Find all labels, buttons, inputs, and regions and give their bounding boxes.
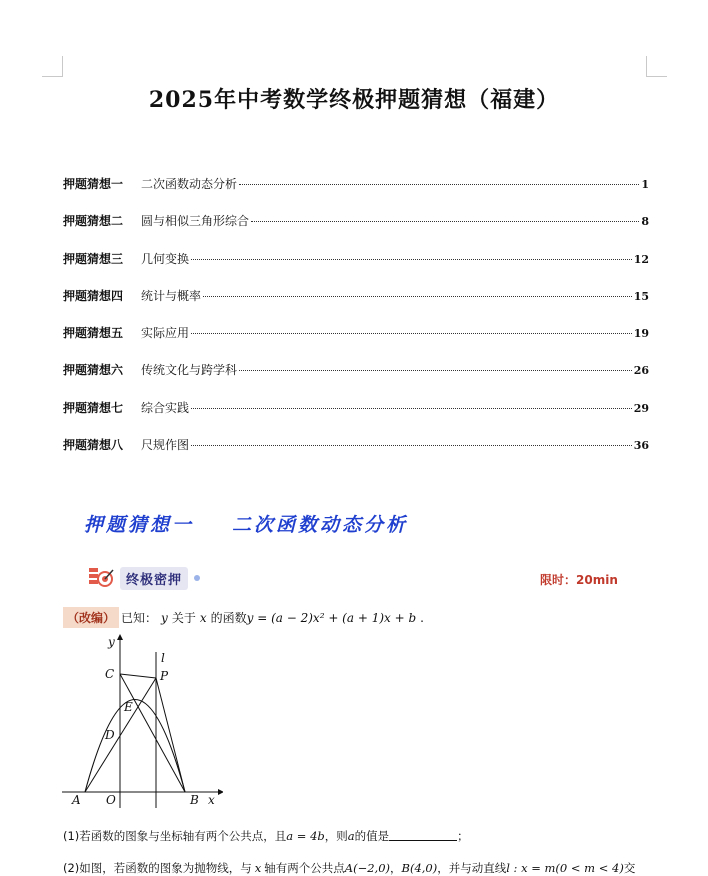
- toc-entry-page: 15: [633, 289, 649, 303]
- parabola-figure: [58, 632, 223, 812]
- toc-leader-dots: [191, 333, 632, 334]
- toc-entry-number: 押题猜想六: [63, 363, 124, 378]
- segment-cb: [120, 674, 185, 792]
- toc-entry-page: 29: [633, 401, 649, 415]
- toc-entry-number: 押题猜想八: [63, 438, 124, 453]
- label-d: D: [105, 728, 115, 742]
- label-o: O: [106, 793, 116, 807]
- label-y: y: [108, 635, 115, 649]
- toc-entry[interactable]: [63, 361, 649, 398]
- badge-dot: [194, 575, 200, 581]
- toc-leader-dots: [191, 445, 632, 446]
- section-heading: [84, 510, 408, 537]
- source-tag: （改编）: [63, 607, 119, 628]
- toc-entry-page: 36: [633, 439, 649, 453]
- toc-leader-dots: [239, 370, 632, 371]
- point-a: A(−2,0): [344, 861, 390, 875]
- toc-entry-title: 统计与概率: [141, 288, 202, 303]
- toc-entry-title: 圆与相似三角形综合: [141, 214, 250, 229]
- toc-leader-dots: [203, 296, 632, 297]
- toc-leader-dots: [251, 221, 639, 222]
- label-c: C: [105, 667, 115, 681]
- problem-text: 关于: [171, 611, 196, 625]
- variable-x: x: [254, 861, 262, 875]
- toc-entry[interactable]: [63, 175, 649, 212]
- question-text: (1)若函数的图象与坐标轴有两个公共点，且: [63, 829, 287, 843]
- toc-entry-title: 二次函数动态分析: [141, 177, 238, 191]
- section-number: 押题猜想一: [84, 514, 195, 536]
- segment-cp: [120, 674, 156, 678]
- label-e: E: [124, 700, 133, 714]
- section-title: 二次函数动态分析: [232, 514, 409, 536]
- function-formula: y = (a − 2)x² + (a + 1)x + b: [246, 610, 417, 625]
- toc-entry[interactable]: [63, 436, 649, 473]
- question-text: 的值是: [354, 829, 390, 843]
- toc-leader-dots: [191, 408, 632, 409]
- point-b: B(4,0): [401, 861, 438, 875]
- table-of-contents: [63, 175, 649, 473]
- answer-blank[interactable]: [389, 829, 457, 841]
- toc-entry-number: 押题猜想七: [63, 400, 124, 415]
- y-axis-arrow: [117, 634, 123, 640]
- exam-badge: [88, 566, 200, 590]
- label-x: x: [208, 793, 215, 807]
- toc-entry[interactable]: [63, 399, 649, 436]
- badge-label: 终极密押: [120, 567, 188, 590]
- toc-entry-number: 押题猜想五: [63, 326, 124, 341]
- target-icon: [88, 566, 114, 590]
- question-text: ；: [457, 829, 469, 843]
- toc-entry-title: 实际应用: [141, 326, 190, 341]
- document-title: 2025年中考数学终极押题猜想（福建）: [148, 87, 560, 113]
- question-text: ，: [390, 861, 402, 875]
- toc-entry-title: 几何变换: [141, 251, 190, 266]
- toc-entry-page: 26: [633, 364, 649, 378]
- question-text: 交: [623, 861, 636, 875]
- variable-y: y: [161, 610, 168, 625]
- problem-statement: [63, 607, 424, 628]
- question-text: 轴有两个公共点: [264, 861, 345, 875]
- toc-entry-page: 1: [641, 178, 649, 191]
- toc-entry-title: 综合实践: [141, 400, 190, 415]
- crop-mark-top-right: [646, 56, 667, 77]
- segment-pb: [156, 678, 185, 792]
- problem-text: 的函数: [210, 611, 247, 625]
- toc-entry-page: 12: [633, 252, 649, 266]
- problem-text: .: [420, 610, 424, 625]
- time-limit: 限时：20min: [540, 573, 618, 587]
- label-b: B: [190, 793, 199, 807]
- question-text: ，并与动直线: [437, 861, 507, 875]
- toc-entry[interactable]: [63, 287, 649, 324]
- label-p: P: [160, 669, 169, 683]
- toc-entry-title: 传统文化与跨学科: [141, 363, 238, 378]
- crop-mark-top-left: [42, 56, 63, 77]
- toc-entry-title: 尺规作图: [141, 438, 190, 453]
- label-l: l: [161, 651, 165, 665]
- variable-x: x: [199, 610, 207, 625]
- toc-entry-number: 押题猜想一: [63, 177, 124, 191]
- line-formula: l : x = m(0 < m < 4): [506, 861, 624, 875]
- x-axis-arrow: [218, 789, 223, 795]
- label-a: A: [72, 793, 81, 807]
- toc-entry-number: 押题猜想四: [63, 288, 124, 303]
- parabola: [85, 700, 185, 793]
- toc-entry-page: 8: [641, 215, 649, 229]
- toc-entry[interactable]: [63, 212, 649, 249]
- toc-entry-number: 押题猜想二: [63, 214, 124, 229]
- toc-leader-dots: [191, 259, 632, 260]
- toc-leader-dots: [239, 184, 639, 185]
- question-text: ，则: [324, 829, 348, 843]
- toc-entry-page: 19: [633, 327, 649, 341]
- condition-formula: a = 4b: [286, 829, 325, 843]
- question-text: (2)如图，若函数的图象为抛物线，与: [63, 861, 252, 875]
- question-1: [63, 828, 469, 844]
- problem-text: 已知：: [121, 611, 158, 625]
- toc-entry[interactable]: [63, 250, 649, 287]
- variable-a: a: [347, 829, 355, 843]
- toc-entry[interactable]: [63, 324, 649, 361]
- toc-entry-number: 押题猜想三: [63, 251, 124, 266]
